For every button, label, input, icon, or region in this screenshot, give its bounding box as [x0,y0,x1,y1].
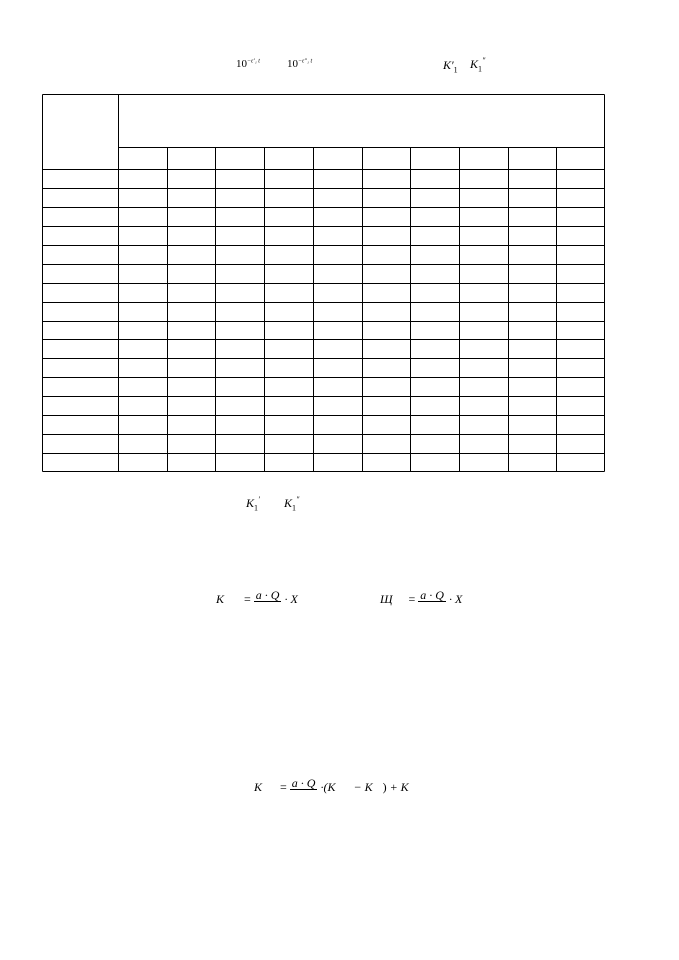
caption-k2-label: K [284,496,293,510]
caption-k1-superscript: ′ [258,495,260,504]
formula2-lhs: Щ [380,591,393,606]
formula3-minus-term: − K [353,779,373,794]
formula-k-combined [254,778,409,798]
expr2-exponent: −ε″₁ t [298,58,313,65]
formula3-close-paren: ) [382,779,387,794]
formula1-fraction [254,590,282,610]
formula2-equals: = [408,591,416,606]
formula2-multiplier: · X [448,591,463,606]
k-prime-symbol [443,58,458,74]
formula3-paren-term: ·(K [320,779,336,794]
k-prime-label: K′ [443,58,454,72]
caption-k1-prime [246,495,260,512]
caption-k2-superscript: ″ [296,495,300,504]
data-table [42,94,605,472]
formula1-denominator [254,602,282,610]
caption-k1-double-prime [284,495,299,512]
k-double-prime-subscript: 1 [478,64,483,74]
formula3-fraction [290,778,318,798]
formula3-equals: = [280,779,287,794]
formula1-multiplier: · X [284,591,298,606]
formula3-plus-term: + K [389,779,409,794]
k-double-prime-symbol [470,56,485,73]
formula3-lhs: K [254,779,263,794]
caption-k1-subscript: 1 [254,503,259,513]
exponent-expression-1 [236,58,260,70]
k-double-prime-label: K [470,57,479,71]
caption-k1-label: K [246,496,255,510]
caption-k2-subscript: 1 [292,503,297,513]
exponent-expression-2 [287,58,312,70]
formula-shch [380,590,462,610]
formula1-numerator: a · Q [255,588,280,602]
expr1-exponent: −ε′₁ t [247,58,260,65]
formula3-numerator: a · Q [291,776,316,790]
formula2-fraction [418,590,446,610]
formula1-equals: = [244,591,251,606]
formula2-denominator [418,602,446,610]
formula-k [216,590,298,610]
expr2-base: 10 [287,58,298,70]
table-grid [42,94,605,472]
formula3-denominator [290,790,318,798]
expr1-base: 10 [236,58,247,70]
k-double-prime-superscript: ″ [482,56,486,65]
formula1-lhs: K [216,591,225,606]
k-prime-subscript: 1 [453,65,458,75]
formula2-numerator: a · Q [420,588,444,602]
